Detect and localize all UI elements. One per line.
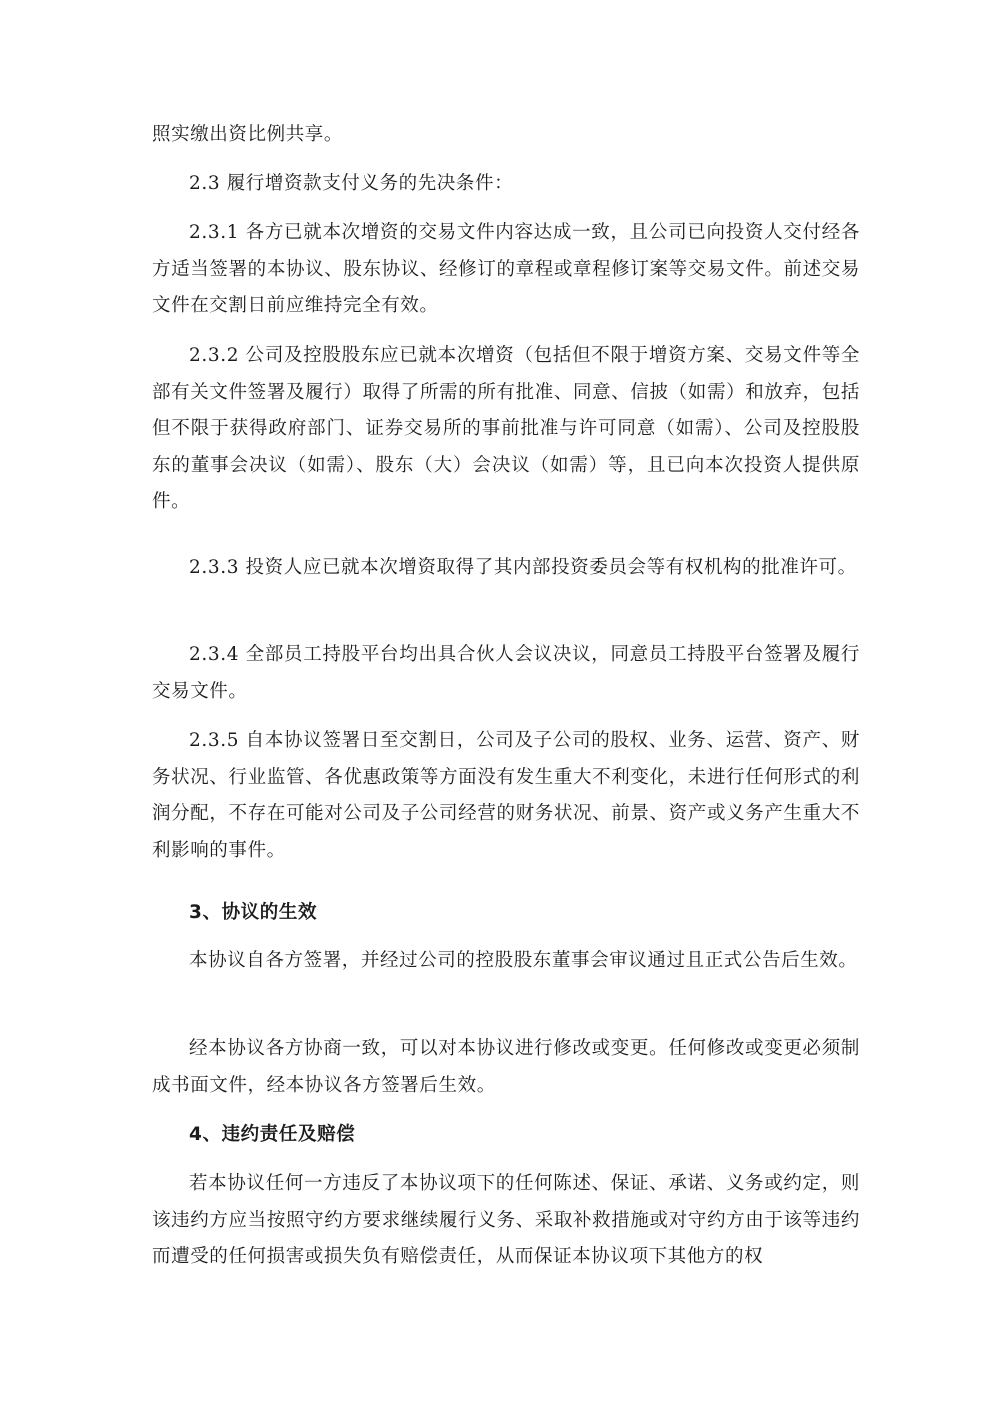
clause-2-3-heading: 2.3 履行增资款支付义务的先决条件： [189,173,514,194]
section-3-paragraph-1: 本协议自各方签署，并经过公司的控股股东董事会审议通过且正式公告后生效。 [189,950,858,971]
section-4-paragraph-1: 若本协议任何一方违反了本协议项下的任何陈述、保证、承诺、义务或约定，则该违约方应当按照守约方要求继续履行义务、采取补救措施或对守约方由于该等违约而遭受的任何损害或损失负有赔偿责任，从而保证本协议项下其他方的权 [152,1173,860,1267]
clause-2-3-2: 2.3.2 公司及控股股东应已就本次增资（包括但不限于增资方案、交易文件等全部有关文件签署及履行）取得了所需的所有批准、同意、信披（如需）和放弃，包括但不限于获得政府部门、证券交易所的事前批准与许可同意（如需）、公司及控股股东的董事会决议（如需）、股东（大）会决议（如需）等，且已向本次投资人提供原件。 [152,345,860,512]
section-3-paragraph-2: 经本协议各方协商一致，可以对本协议进行修改或变更。任何修改或变更必须制成书面文件，经本协议各方签署后生效。 [152,1038,860,1096]
paragraph-continuation: 照实缴出资比例共享。 [152,124,344,145]
clause-2-3-5: 2.3.5 自本协议签署日至交割日，公司及子公司的股权、业务、运营、资产、财务状况、行业监管、各优惠政策等方面没有发生重大不利变化，未进行任何形式的利润分配，不存在可能对公司及子公司经营的财务状况、前景、资产或义务产生重大不利影响的事件。 [152,730,860,861]
clause-2-3-4: 2.3.4 全部员工持股平台均出具合伙人会议决议，同意员工持股平台签署及履行交易文件。 [152,644,860,702]
section-3-heading: 3、协议的生效 [189,902,318,923]
clause-2-3-3: 2.3.3 投资人应已就本次增资取得了其内部投资委员会等有权机构的批准许可。 [189,557,857,578]
section-4-heading: 4、违约责任及赔偿 [189,1124,356,1145]
clause-2-3-1: 2.3.1 各方已就本次增资的交易文件内容达成一致，且公司已向投资人交付经各方适当签署的本协议、股东协议、经修订的章程或章程修订案等交易文件。前述交易文件在交割日前应维持完全有效。 [152,222,860,316]
